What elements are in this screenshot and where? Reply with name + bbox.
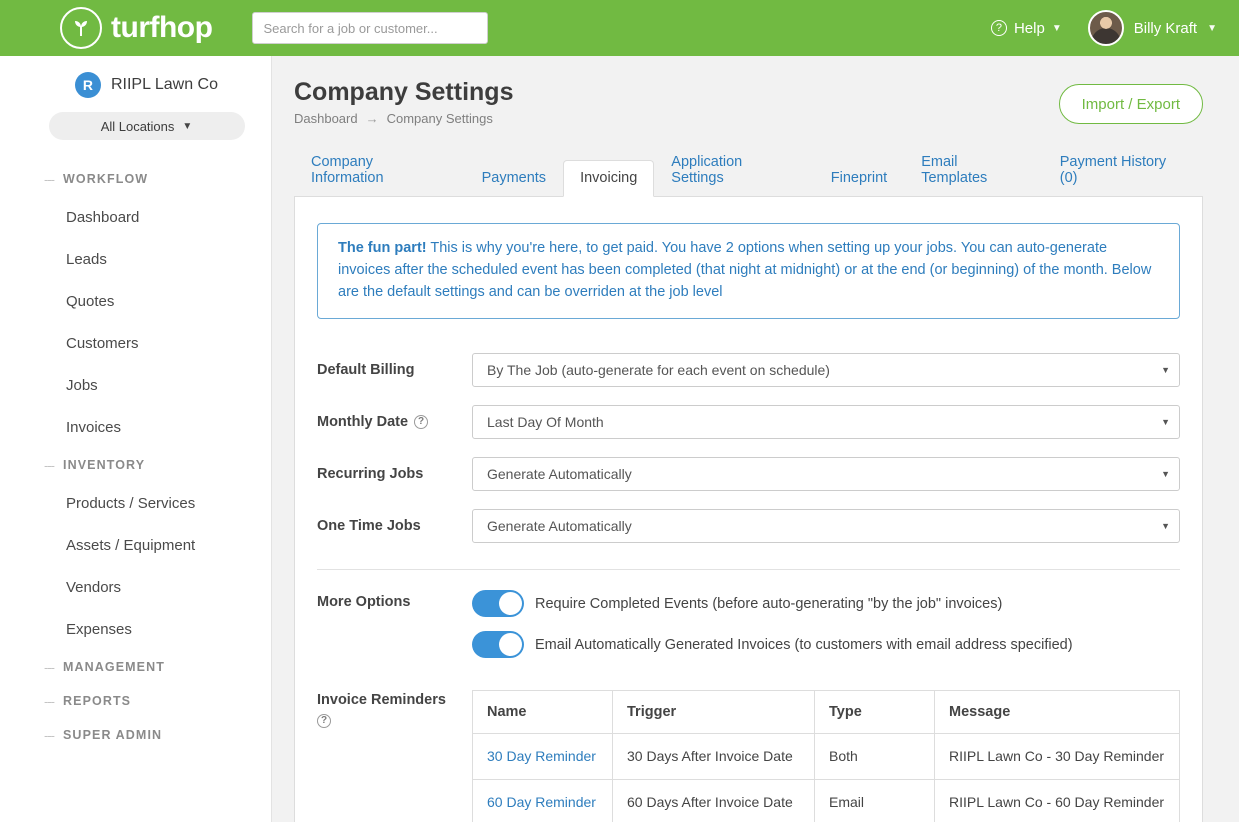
recurring-jobs-label: Recurring Jobs [317, 466, 424, 482]
import-export-label: Import / Export [1081, 95, 1180, 113]
chevron-down-icon: ▼ [182, 120, 193, 132]
avatar [1088, 10, 1124, 46]
more-options-row [317, 590, 1180, 672]
body [0, 56, 1239, 822]
section-dash-icon: --- [44, 693, 54, 709]
chevron-down-icon: ▼ [1161, 469, 1170, 479]
tab-label: Payments [481, 170, 547, 186]
sidebar-item-label: Invoices [66, 418, 122, 436]
reminder-name-cell [473, 734, 613, 780]
sidebar-item-label: Leads [66, 250, 107, 268]
reminder-type-cell: Email [815, 780, 935, 822]
recurring-jobs-select[interactable] [472, 457, 1180, 491]
tab-label: Email Templates [921, 154, 988, 186]
tab-fineprint[interactable] [814, 160, 904, 197]
default-billing-select[interactable] [472, 353, 1180, 387]
sidebar-item-invoices[interactable] [22, 406, 271, 448]
default-billing-row [317, 353, 1180, 387]
tab-company-information[interactable] [294, 144, 465, 197]
brand-name: turfhop [111, 11, 213, 44]
section-dash-icon: --- [44, 171, 54, 187]
sidebar-item-dashboard[interactable] [22, 196, 271, 238]
sidebar-item-label: Products / Services [66, 494, 196, 512]
section-label: MANAGEMENT [63, 660, 165, 674]
breadcrumb-arrow-icon: → [365, 111, 379, 126]
all-locations-dropdown[interactable] [49, 112, 245, 140]
default-billing-value: By The Job (auto-generate for each event on schedule) [487, 362, 830, 378]
toggle-knob [499, 592, 522, 615]
main-content [272, 56, 1239, 822]
tab-label: Application Settings [671, 154, 743, 186]
reminder-message-cell: RIIPL Lawn Co - 60 Day Reminder [935, 780, 1180, 822]
sidebar-item-assets-equipment[interactable] [22, 524, 271, 566]
sidebar-item-leads[interactable] [22, 238, 271, 280]
reminder-trigger-cell: 60 Days After Invoice Date [613, 780, 815, 822]
sidebar-item-label: Jobs [66, 376, 98, 394]
company-initial-badge: R [75, 72, 101, 98]
tab-payment-history[interactable] [1043, 144, 1203, 197]
toggle-knob [499, 633, 522, 656]
tab-application-settings[interactable] [654, 144, 813, 197]
more-options-label: More Options [317, 594, 411, 610]
sidebar-item-jobs[interactable] [22, 364, 271, 406]
email-generated-invoices-row [472, 631, 1180, 658]
monthly-date-label-text: Monthly Date [317, 414, 409, 430]
monthly-date-label [317, 405, 472, 430]
invoice-reminders-section [317, 690, 1180, 822]
help-label: Help [1013, 19, 1045, 37]
sidebar-item-label: Expenses [66, 620, 132, 638]
user-menu[interactable] [1088, 10, 1217, 46]
one-time-jobs-select[interactable] [472, 509, 1180, 543]
help-button[interactable] [991, 20, 1062, 37]
sidebar-item-quotes[interactable] [22, 280, 271, 322]
invoicing-panel [294, 197, 1203, 822]
notice-lead: The fun part! [338, 240, 427, 256]
all-locations-label: All Locations [100, 118, 175, 134]
sidebar-section-management[interactable] [22, 650, 271, 684]
tab-label: Company Information [311, 154, 384, 186]
company-selector[interactable] [22, 72, 271, 98]
chevron-down-icon: ▼ [1207, 22, 1217, 34]
sidebar-item-label: Assets / Equipment [66, 536, 196, 554]
divider [317, 569, 1180, 570]
recurring-jobs-value: Generate Automatically [487, 466, 632, 482]
chevron-down-icon: ▼ [1161, 521, 1170, 531]
chevron-down-icon: ▼ [1161, 365, 1170, 375]
default-billing-label: Default Billing [317, 362, 415, 378]
tab-label: Invoicing [580, 170, 638, 186]
recurring-jobs-row [317, 457, 1180, 491]
section-label: REPORTS [63, 694, 132, 708]
require-completed-events-label: Require Completed Events (before auto-generating "by the job" invoices) [535, 595, 1003, 612]
reminder-name-cell [473, 780, 613, 822]
reminder-type-cell: Both [815, 734, 935, 780]
invoice-reminders-label-text: Invoice Reminders [317, 692, 446, 708]
sidebar-item-vendors[interactable] [22, 566, 271, 608]
section-dash-icon: --- [44, 659, 54, 675]
search-input[interactable] [252, 12, 488, 44]
sidebar-item-label: Customers [66, 334, 139, 352]
tab-invoicing[interactable] [563, 160, 654, 197]
monthly-date-select[interactable] [472, 405, 1180, 439]
email-generated-invoices-label: Email Automatically Generated Invoices (to customers with email address specified) [535, 636, 1073, 653]
import-export-button[interactable] [1059, 84, 1203, 124]
reminder-name-link[interactable]: 60 Day Reminder [487, 794, 596, 810]
table-row [473, 780, 1180, 822]
invoice-reminders-table [472, 690, 1180, 822]
sidebar-section-workflow [22, 162, 271, 196]
sidebar-item-label: Quotes [66, 292, 115, 310]
breadcrumb-current: Company Settings [386, 111, 493, 126]
turf-logo-icon [60, 7, 102, 49]
brand-logo[interactable] [60, 7, 212, 49]
section-label: SUPER ADMIN [63, 728, 163, 742]
sidebar-item-products-services[interactable] [22, 482, 271, 524]
reminder-name-link[interactable]: 30 Day Reminder [487, 748, 596, 764]
company-name: RIIPL Lawn Co [110, 76, 218, 93]
column-header-name: Name [473, 691, 613, 734]
help-icon[interactable]: ? [317, 714, 331, 728]
tab-label: Fineprint [830, 170, 888, 186]
one-time-jobs-value: Generate Automatically [487, 518, 632, 534]
email-generated-invoices-toggle[interactable] [472, 631, 524, 658]
monthly-date-row [317, 405, 1180, 439]
sidebar-section-reports[interactable] [22, 684, 271, 718]
section-dash-icon: --- [44, 457, 54, 473]
table-header-row [473, 691, 1180, 734]
user-name: Billy Kraft [1133, 19, 1198, 37]
page-title: Company Settings [294, 78, 514, 106]
reminder-message-cell: RIIPL Lawn Co - 30 Day Reminder [935, 734, 1180, 780]
column-header-message: Message [935, 691, 1180, 734]
notice-text: This is why you're here, to get paid. You have 2 options when setting up your jobs. You can auto-generate invoices after the scheduled event has been completed (that night at midnight) or at the end (or beginning) of the month. Below are the default settings and can be overriden at the job level [338, 240, 1152, 300]
sidebar-item-expenses[interactable] [22, 608, 271, 650]
chevron-down-icon: ▼ [1161, 417, 1170, 427]
sidebar-section-super-admin[interactable] [22, 718, 271, 752]
tab-email-templates[interactable] [904, 144, 1043, 197]
top-bar [0, 0, 1239, 56]
top-bar-right [991, 10, 1217, 46]
help-icon[interactable]: ? [414, 415, 428, 429]
column-header-trigger: Trigger [613, 691, 815, 734]
left-rail [0, 0, 22, 822]
invoice-reminders-label [317, 690, 472, 728]
table-row [473, 734, 1180, 780]
sidebar-item-label: Vendors [66, 578, 122, 596]
help-icon: ? [991, 20, 1007, 36]
settings-tabs [294, 144, 1203, 197]
chevron-down-icon: ▼ [1051, 22, 1062, 34]
one-time-jobs-row [317, 509, 1180, 543]
monthly-date-value: Last Day Of Month [487, 414, 604, 430]
one-time-jobs-label: One Time Jobs [317, 518, 421, 534]
sidebar-item-customers[interactable] [22, 322, 271, 364]
section-dash-icon: --- [44, 727, 54, 743]
section-label: WORKFLOW [63, 172, 149, 186]
tab-payments[interactable] [465, 160, 563, 197]
column-header-type: Type [815, 691, 935, 734]
sidebar-section-inventory [22, 448, 271, 482]
tab-label: Payment History (0) [1059, 154, 1167, 186]
breadcrumb-dashboard[interactable]: Dashboard [294, 111, 358, 126]
info-notice [317, 223, 1180, 319]
reminder-trigger-cell: 30 Days After Invoice Date [613, 734, 815, 780]
section-label: INVENTORY [63, 458, 146, 472]
require-completed-events-toggle[interactable] [472, 590, 524, 617]
sidebar-item-label: Dashboard [66, 208, 140, 226]
sidebar [22, 56, 272, 822]
require-completed-events-row [472, 590, 1180, 617]
